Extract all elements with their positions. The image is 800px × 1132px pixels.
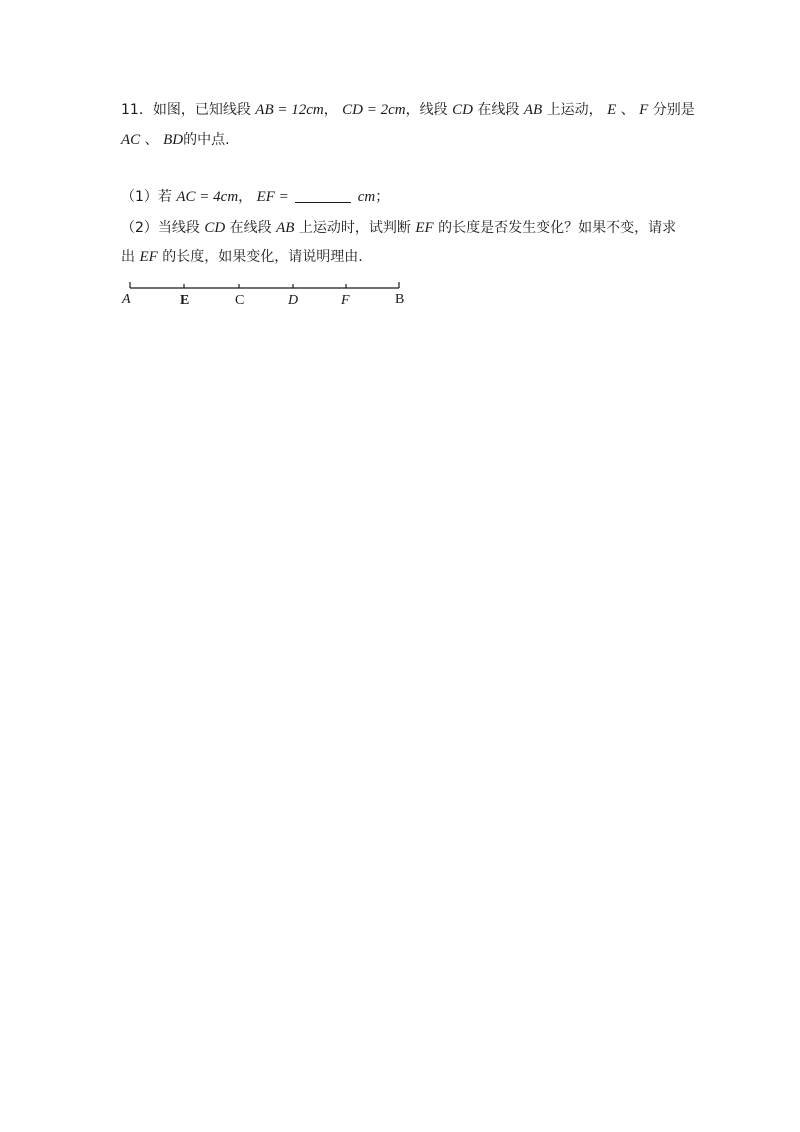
math-unit: cm <box>357 189 376 205</box>
part-1: （1）若 AC = 4cm， EF = cm； <box>121 189 390 205</box>
label-b: B <box>395 292 405 307</box>
math-cd: CD <box>204 220 226 236</box>
label-c: C <box>235 293 245 308</box>
math-ac-eq: AC = 4cm <box>176 189 239 205</box>
math-cd: CD <box>452 102 473 118</box>
math-ef: EF <box>415 220 434 236</box>
label-e: E <box>180 293 190 308</box>
label-a: A <box>122 292 131 307</box>
math-e: E <box>607 102 617 118</box>
math-ab-eq: AB = 12cm <box>255 102 324 118</box>
label-d: D <box>288 293 299 308</box>
problem-line-1: 11．如图，已知线段 AB = 12cm， CD = 2cm，线段 CD 在线段 AB 上运动， E 、 F 分别是 <box>121 102 695 118</box>
math-ab: AB <box>276 220 295 236</box>
part-2-line-1: （2）当线段 CD 在线段 AB 上运动时，试判断 EF 的长度是否发生变化？如果不变，请求 <box>121 220 677 236</box>
math-bd: BD <box>163 132 184 148</box>
problem-number: 11． <box>121 102 153 118</box>
math-ef: EF <box>139 249 158 265</box>
problem-line-2: AC 、 BD的中点. <box>121 132 230 148</box>
label-f: F <box>341 293 350 308</box>
segment-figure <box>116 272 416 312</box>
math-ab: AB <box>523 102 543 118</box>
math-ac: AC <box>121 132 141 148</box>
part-2-line-2: 出 EF 的长度，如果变化，请说明理由. <box>121 249 363 265</box>
math-cd-eq: CD = 2cm <box>342 102 406 118</box>
answer-blank[interactable] <box>295 188 351 203</box>
math-f: F <box>639 102 649 118</box>
math-ef-eq: EF = <box>256 189 289 205</box>
